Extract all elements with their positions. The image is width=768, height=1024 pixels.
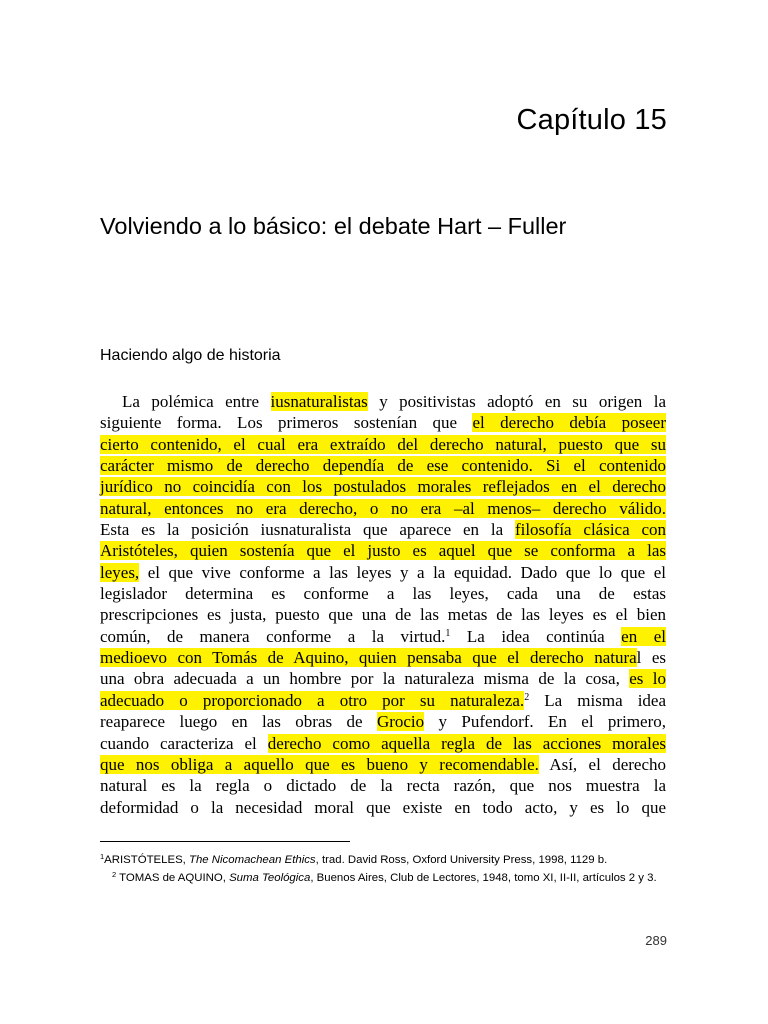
highlighted-text: leyes,	[100, 562, 140, 582]
highlighted-text: adecuado o proporcionado a otro por su naturaleza.	[100, 690, 525, 710]
text-line	[100, 476, 666, 497]
text-line: legislador determina es conforme a las leyes, cada una de estas	[100, 584, 666, 604]
text-line: una obra adecuada a un hombre por la naturaleza misma de la cosa, es lo	[100, 669, 666, 689]
highlighted-text: natural, entonces no era derecho, o no era –al menos– derecho válido.	[100, 498, 666, 518]
highlighted-text: iusnaturalistas	[270, 392, 368, 411]
highlighted-text: medioevo con Tomás de Aquino, quien pensaba que el derecho natura	[100, 648, 637, 668]
body-text	[100, 391, 666, 818]
footnotes	[100, 853, 668, 888]
chapter-title: Volviendo a lo básico: el debate Hart – Fuller	[100, 213, 567, 239]
text-line: Esta es la posición iusnaturalista que aparece en la filosofía clásica con	[100, 520, 666, 540]
text-line: La polémica entre iusnaturalistas y positivistas adoptó en su origen la	[122, 392, 666, 411]
highlighted-text: Aristóteles, quien sostenía que el justo es aquel que se conforma a las	[100, 541, 666, 561]
footnote-ref-1[interactable]: 1	[445, 627, 451, 639]
text-line: leyes, el que vive conforme a las leyes y a la equidad. Dado que lo que el	[100, 562, 666, 582]
highlighted-text: filosofía clásica con	[514, 520, 666, 540]
footnote-2: $^2$ TOMAS de AQUINO, Suma Teológica, Buenos Aires, Club de Lectores, 1948, tomo XI, II-II, artículos 2 y 3.	[112, 869, 657, 884]
highlighted-text: jurídico no coincidía con los postulados morales reflejados en el derecho	[100, 477, 666, 497]
text-line	[100, 434, 666, 455]
page-number: 289	[645, 933, 667, 948]
highlighted-text: carácter mismo de derecho dependía de ese contenido. Si el contenido	[100, 456, 666, 476]
text-line: adecuado o proporcionado a otro por su naturaleza.$^2$ La misma idea	[100, 690, 667, 710]
text-line: siguiente forma. Los primeros sostenían que el derecho debía poseer	[100, 413, 666, 433]
text-line	[100, 540, 666, 561]
footnote-divider	[100, 841, 350, 842]
highlighted-text: cierto contenido, el cual era extraído del derecho natural, puesto que su	[100, 434, 666, 454]
text-line: que nos obliga a aquello que es bueno y recomendable. Así, el derecho	[100, 754, 666, 774]
text-line: deformidad o la necesidad moral que existe en todo acto, y es lo que	[100, 797, 666, 817]
text-line: común, de manera conforme a la virtud.$^1$ La idea continúa en el	[100, 626, 666, 646]
text-line: cuando caracteriza el derecho como aquella regla de las acciones morales	[100, 733, 667, 753]
highlighted-text: en el	[621, 626, 666, 646]
text-line: natural es la regla o dictado de la recta razón, que nos muestra la	[100, 776, 666, 796]
highlighted-text: el derecho debía poseer	[472, 413, 666, 433]
highlighted-text: Grocio	[376, 712, 425, 732]
highlighted-text: que nos obliga a aquello que es bueno y recomendable.	[100, 754, 539, 774]
highlighted-text: derecho como aquella regla de las acciones morales	[267, 733, 667, 753]
section-heading: Haciendo algo de historia	[100, 347, 281, 364]
text-line: medioevo con Tomás de Aquino, quien pensaba que el derecho natural es	[100, 648, 666, 668]
highlighted-text: es lo	[629, 669, 666, 689]
footnote-ref-2[interactable]: 2	[524, 691, 530, 703]
text-line	[100, 455, 666, 476]
chapter-heading: Capítulo 15	[516, 104, 667, 136]
text-line: prescripciones es justa, puesto que una de las metas de las leyes es el bien	[100, 605, 666, 625]
footnote-1: $^1$ARISTÓTELES, The Nicomachean Ethics, trad. David Ross, Oxford University Press, 1998, 1129 b.	[100, 852, 608, 866]
text-line	[100, 498, 666, 519]
text-line: reaparece luego en las obras de Grocio y Pufendorf. En el primero,	[100, 712, 666, 732]
